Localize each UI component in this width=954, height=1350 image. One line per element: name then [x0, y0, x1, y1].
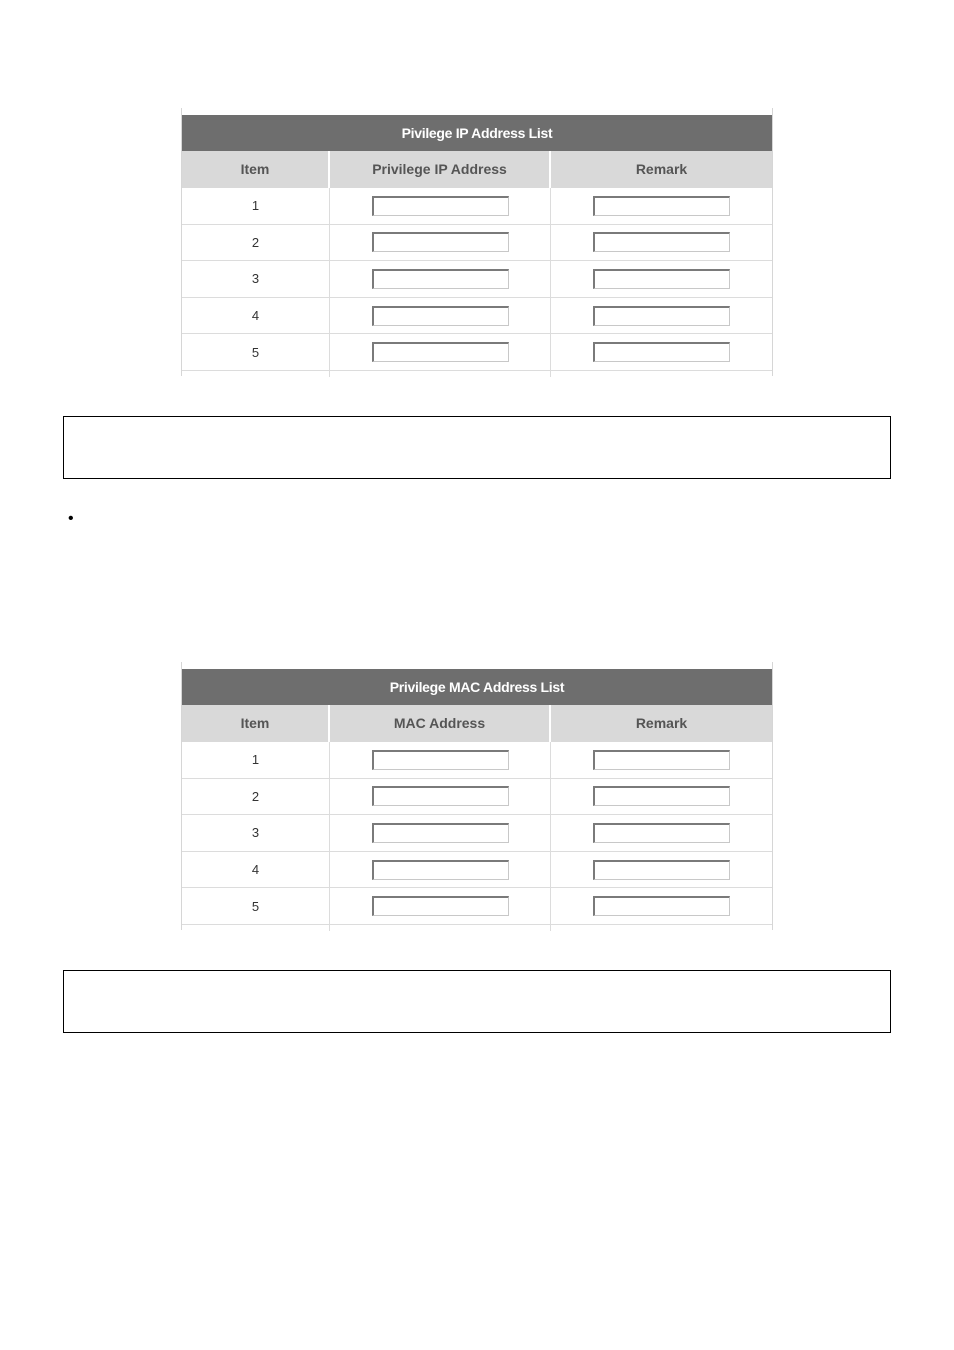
table-row-partial	[182, 371, 772, 377]
header-item: Item	[182, 151, 330, 188]
item-number: 3	[251, 271, 260, 287]
item-number: 2	[251, 234, 260, 250]
header-remark: Remark	[635, 161, 688, 177]
table-row	[182, 261, 772, 298]
header-privilege-ip-address: Privilege IP Address	[330, 151, 551, 188]
mac-table-header	[182, 705, 772, 742]
table-row	[182, 188, 772, 225]
table-row	[182, 298, 772, 335]
ip-address-input[interactable]	[372, 342, 509, 362]
table-row	[182, 852, 772, 889]
mac-address-input[interactable]	[372, 823, 509, 843]
bullet-point: •	[68, 510, 74, 527]
ip-address-input[interactable]	[372, 232, 509, 252]
ip-table-body	[182, 188, 772, 377]
remark-input[interactable]	[593, 342, 730, 362]
table-row	[182, 888, 772, 925]
header-mac-address: MAC Address	[330, 705, 551, 742]
table-row-partial	[182, 925, 772, 931]
ip-table-title: Pivilege IP Address List	[182, 115, 772, 151]
remark-input[interactable]	[593, 232, 730, 252]
item-number: 5	[251, 344, 260, 360]
ip-address-input[interactable]	[372, 269, 509, 289]
ip-address-input[interactable]	[372, 196, 509, 216]
remark-input[interactable]	[593, 823, 730, 843]
mac-table-title: Privilege MAC Address List	[182, 669, 772, 705]
remark-input[interactable]	[593, 860, 730, 880]
header-remark: Remark	[635, 715, 688, 731]
note-box	[63, 970, 891, 1033]
remark-input[interactable]	[593, 786, 730, 806]
privilege-ip-table	[181, 108, 773, 376]
note-box	[63, 416, 891, 479]
mac-table-body	[182, 742, 772, 931]
remark-input[interactable]	[593, 306, 730, 326]
table-row	[182, 225, 772, 262]
table-row	[182, 742, 772, 779]
remark-input[interactable]	[593, 269, 730, 289]
mac-address-input[interactable]	[372, 786, 509, 806]
privilege-mac-table	[181, 662, 773, 930]
ip-address-input[interactable]	[372, 306, 509, 326]
table-row	[182, 779, 772, 816]
item-number: 1	[251, 198, 260, 214]
remark-input[interactable]	[593, 196, 730, 216]
item-number: 3	[251, 825, 260, 841]
header-item: Item	[182, 705, 330, 742]
table-row	[182, 334, 772, 371]
mac-address-input[interactable]	[372, 860, 509, 880]
item-number: 4	[251, 862, 260, 878]
ip-table-header	[182, 151, 772, 188]
remark-input[interactable]	[593, 750, 730, 770]
item-number: 1	[251, 752, 260, 768]
remark-input[interactable]	[593, 896, 730, 916]
mac-address-input[interactable]	[372, 750, 509, 770]
item-number: 4	[251, 308, 260, 324]
item-number: 2	[251, 788, 260, 804]
mac-address-input[interactable]	[372, 896, 509, 916]
table-row	[182, 815, 772, 852]
item-number: 5	[251, 898, 260, 914]
